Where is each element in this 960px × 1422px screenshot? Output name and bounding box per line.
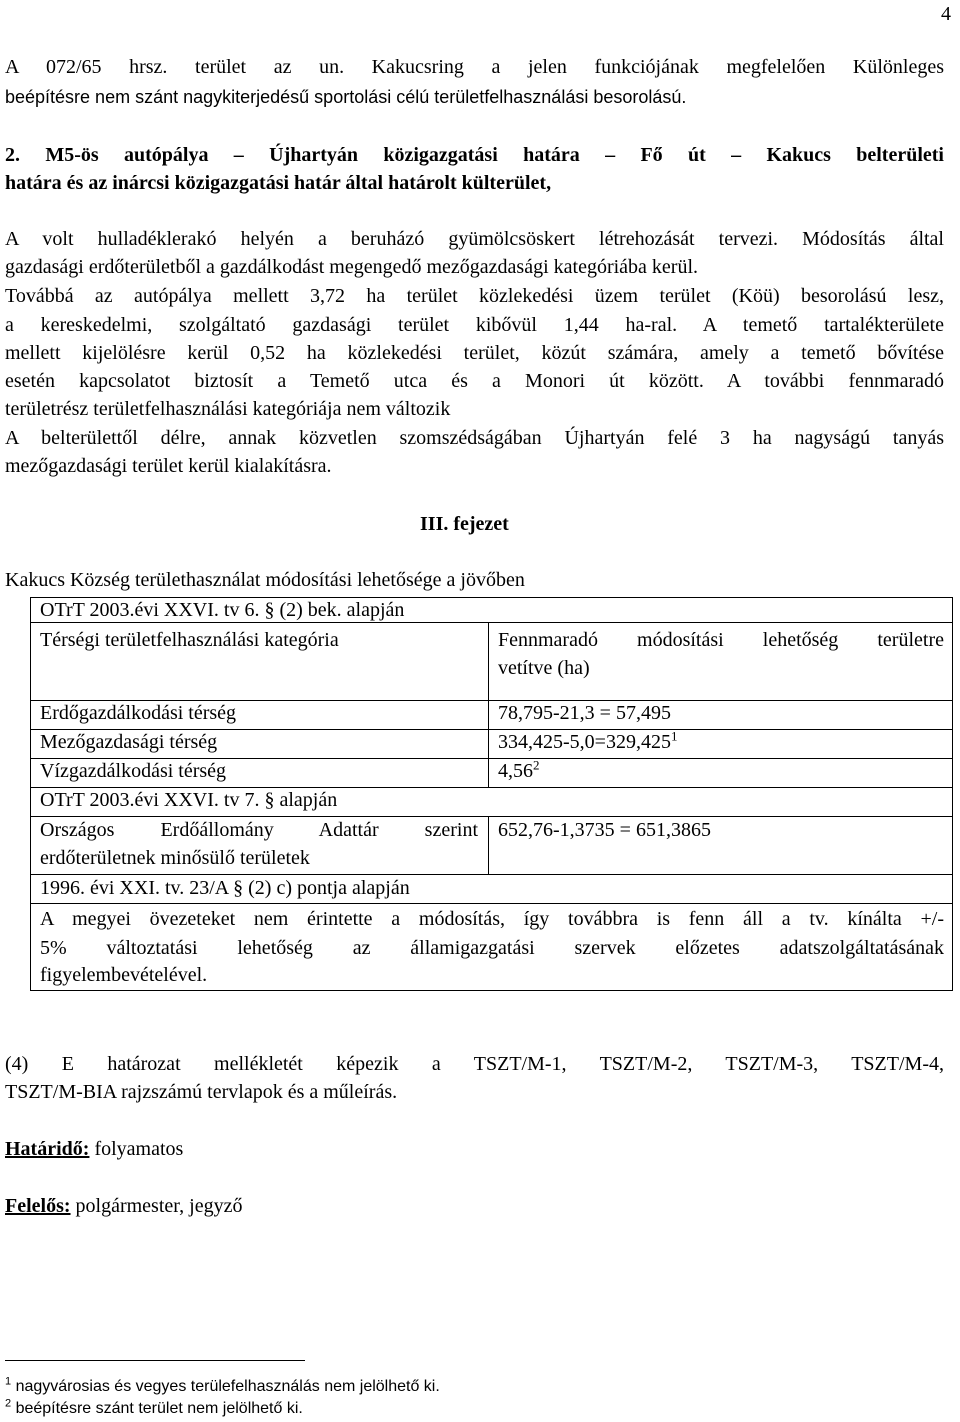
table-row-1996: 1996. évi XXI. tv. 23/A § (2) c) pontja alapján [40, 877, 410, 899]
footnote-ref: 1 [670, 728, 678, 744]
table-note-line: A megyei övezeteket nem érintette a módosítás, így továbbra is fenn áll a tv. kínálta +/- [40, 908, 944, 930]
responsible-label: Felelős: [5, 1195, 71, 1217]
paragraph-line: beépítésre nem szánt nagykiterjedésű sportolási célú területfelhasználási besorolású. [5, 87, 687, 107]
footnote-number: 1 [5, 1375, 12, 1388]
table-row-value: $334,425-5,0=329,425^1$ [498, 728, 678, 753]
table-row-name: Mezőgazdasági térség [40, 731, 218, 753]
table-header-right: Fennmaradó módosítási lehetőség területre [498, 629, 944, 651]
paragraph-line: mellett kijelölésre kerül 0,52 ha közlekedési terület, közút számára, amely a temető bővítése [5, 342, 944, 364]
chapter-heading: III. fejezet [420, 513, 509, 535]
section-heading: 2. M5-ös autópálya – Újhartyán közigazgatási határa – Fő út – Kakucs belterületi [5, 144, 944, 166]
table-row-value: 652,76-1,3735 = 651,3865 [498, 819, 711, 841]
table-note-line: figyelembevételével. [40, 964, 208, 986]
deadline-label: Határidő: [5, 1138, 90, 1160]
paragraph-line: területrész területfelhasználási kategóriája nem változik [5, 398, 451, 420]
paragraph-line: mezőgazdasági terület kerül kialakításra. [5, 455, 332, 477]
paragraph-line: a kereskedelmi, szolgáltató gazdasági terület kibővül 1,44 ha-ral. A temető tartalékterülete [5, 314, 944, 336]
footnote-number: 2 [5, 1397, 12, 1410]
table-row-value: 78,795-21,3 = 57,495 [498, 702, 671, 724]
table-header-right: vetítve (ha) [498, 657, 590, 679]
table-row-name: erdőterületnek minősülő területek [40, 847, 310, 869]
footnote: $^1$ nagyvárosias és vegyes terülefelhasználás nem jelölhető ki. [5, 1375, 440, 1395]
paragraph-line: A belterülettől délre, annak közvetlen szomszédságában Újhartyán felé 3 ha nagyságú tanyás [5, 427, 944, 449]
table-header-left: Térségi területfelhasználási kategória [40, 629, 339, 651]
paragraph-line: A 072/65 hrsz. terület az un. Kakucsring a jelen funkciójának megfelelően Különleges [5, 56, 944, 78]
paragraph-line: esetén kapcsolatot biztosít a Temető utca és a Monori út között. A további fennmaradó [5, 370, 944, 392]
paragraph-line: (4) E határozat mellékletét képezik a TSZT/M-1, TSZT/M-2, TSZT/M-3, TSZT/M-4, [5, 1053, 944, 1075]
footnote-separator [5, 1360, 305, 1361]
table-row-otrt6: OTrT 2003.évi XXVI. tv 6. § (2) bek. alapján [40, 599, 405, 621]
table-row-value: 4,56$^2$ [498, 757, 540, 782]
table-note-line: 5% változtatási lehetőség az államigazgatási szervek előzetes adatszolgáltatásának [40, 937, 944, 959]
responsible-value: polgármester, jegyző [70, 1195, 243, 1217]
table-row-name: Országos Erdőállomány Adattár szerint [40, 819, 478, 841]
table-intro: Kakucs Község területhasználat módosítási lehetősége a jövőben [5, 569, 525, 591]
table-row-name: Erdőgazdálkodási térség [40, 702, 237, 724]
deadline [5, 1137, 183, 1161]
footnote-ref: 2 [533, 757, 540, 773]
page-number: 4 [941, 3, 951, 25]
paragraph-line: TSZT/M-BIA rajzszámú tervlapok és a műleírás. [5, 1081, 398, 1103]
paragraph-line: gazdasági erdőterületből a gazdálkodást megengedő mezőgazdasági kategóriába kerül. [5, 256, 699, 278]
deadline-value: folyamatos [89, 1138, 184, 1160]
paragraph-line: Továbbá az autópálya mellett 3,72 ha terület közlekedési üzem terület (Köü) besorolású lesz, [5, 285, 944, 307]
table-row-name: Vízgazdálkodási térség [40, 760, 227, 782]
paragraph-line: A volt hulladéklerakó helyén a beruházó gyümölcsöskert létrehozását tervezi. Módosítás által [5, 228, 944, 250]
table-row-otrt7: OTrT 2003.évi XXVI. tv 7. § alapján [40, 789, 338, 811]
responsible [5, 1194, 242, 1218]
footnote: $^2$ beépítésre szánt terület nem jelölhető ki. [5, 1397, 303, 1417]
section-heading: határa és az inárcsi közigazgatási határ által határolt külterület, [5, 172, 552, 194]
